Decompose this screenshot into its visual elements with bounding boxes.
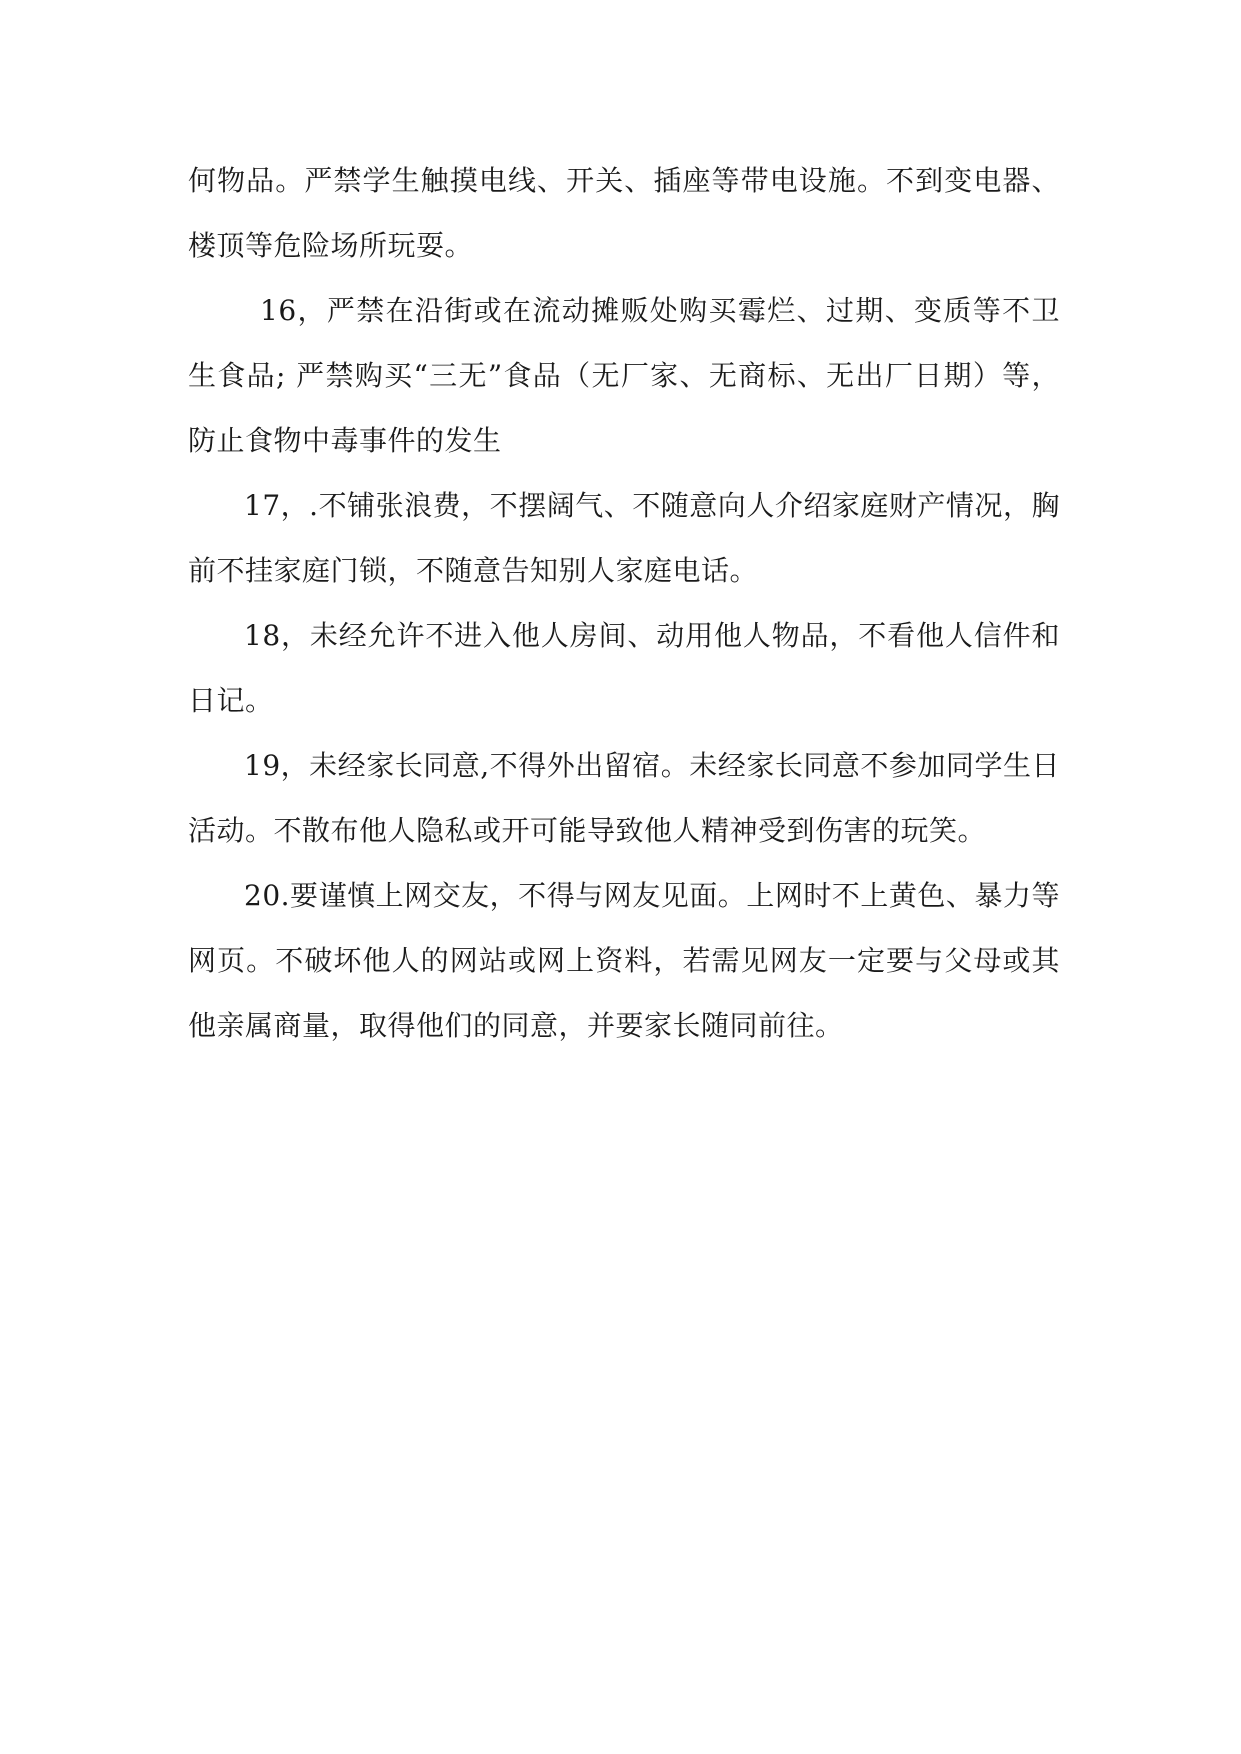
paragraph-item-17: 17，.不铺张浪费，不摆阔气、不随意向人介绍家庭财产情况，胸前不挂家庭门锁，不随意告知别人家庭电话。 [188, 489, 1060, 587]
document-body [188, 148, 1060, 1058]
paragraph-item-18: 18，未经允许不进入他人房间、动用他人物品，不看他人信件和日记。 [188, 619, 1060, 717]
paragraph-item-20: 20.要谨慎上网交友，不得与网友见面。上网时不上黄色、暴力等网页。不破坏他人的网站或网上资料，若需见网友一定要与父母或其他亲属商量，取得他们的同意，并要家长随同前往。 [188, 879, 1060, 1042]
paragraph-item-19: 19，未经家长同意,不得外出留宿。未经家长同意不参加同学生日活动。不散布他人隐私或开可能导致他人精神受到伤害的玩笑。 [188, 749, 1060, 847]
paragraph-continuation: 何物品。严禁学生触摸电线、开关、插座等带电设施。不到变电器、楼顶等危险场所玩耍。 [188, 164, 1060, 262]
paragraph-item-16: 16，严禁在沿街或在流动摊贩处购买霉烂、过期、变质等不卫生食品; 严禁购买“三无”食品（无厂家、无商标、无出厂日期）等，防止食物中毒事件的发生 [188, 294, 1060, 457]
